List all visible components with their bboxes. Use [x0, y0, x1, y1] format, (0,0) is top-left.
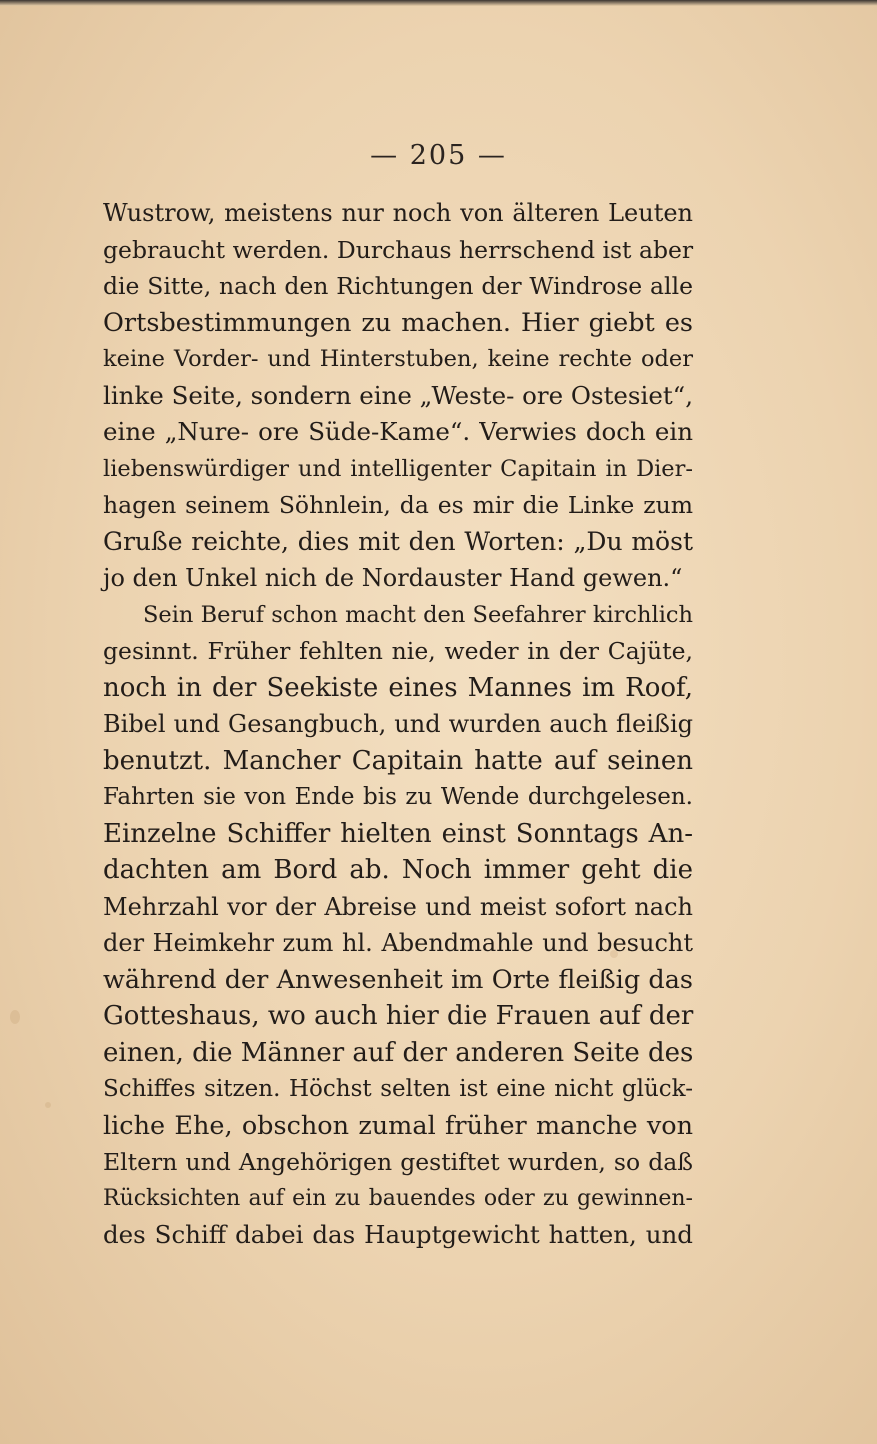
text-line: Gruße reichte, dies mit den Worten: „Du möst — [103, 526, 693, 556]
text-line: eine „Nure- ore Süde-Kame“. Verwies doch ein — [103, 417, 693, 446]
text-line: noch in der Seekiste eines Mannes im Roof, — [103, 672, 693, 703]
text-line: gebraucht werden. Durchaus herrschend ist aber — [103, 235, 694, 264]
text-line: des Schiff dabei das Hauptgewicht hatten, und — [103, 1220, 693, 1249]
text-line: der Heimkehr zum hl. Abendmahle und besucht — [103, 929, 693, 957]
text-line: jo den Unkel nich de Nordauster Hand gewen.“ — [103, 564, 683, 592]
text-line: die Sitte, nach den Richtungen der Windrose alle — [103, 272, 693, 300]
text-line: Gotteshaus, wo auch hier die Frauen auf der — [103, 1001, 694, 1031]
text-line: Schiffes sitzen. Höchst selten ist eine nicht glück- — [103, 1076, 693, 1102]
text-line: linke Seite, sondern eine „Weste- ore Ostesiet“, — [103, 380, 693, 410]
page-top-edge — [0, 0, 877, 6]
body-text — [103, 195, 693, 1254]
text-line: keine Vorder- und Hinterstuben, keine rechte oder — [103, 346, 693, 372]
text-line: Ortsbestimmungen zu machen. Hier giebt es — [103, 307, 693, 338]
text-line: Einzelne Schiffer hielten einst Sonntags An- — [103, 818, 693, 849]
paper-stain — [45, 1102, 51, 1108]
text-line: Rücksichten auf ein zu bauendes oder zu gewinnen- — [103, 1185, 693, 1211]
paper-stain — [10, 1010, 20, 1024]
text-line: Mehrzahl vor der Abreise und meist sofort nach — [103, 892, 693, 921]
text-line: einen, die Männer auf der anderen Seite des — [103, 1037, 694, 1068]
text-line: Fahrten sie von Ende bis zu Wende durchgelesen. — [103, 784, 693, 810]
text-line: benutzt. Mancher Capitain hatte auf seinen — [103, 745, 693, 776]
text-line: Sein Beruf schon macht den Seefahrer kirchlich — [143, 601, 693, 628]
page-number: — 205 — — [370, 140, 507, 171]
text-line: hagen seinem Söhnlein, da es mir die Linke zum — [103, 491, 693, 519]
text-line: liche Ehe, obschon zumal früher manche von — [103, 1110, 693, 1141]
text-line: Wustrow, meistens nur noch von älteren Leuten — [103, 199, 693, 227]
text-line: Bibel und Gesangbuch, und wurden auch fleißig — [103, 710, 693, 738]
text-line: dachten am Bord ab. Noch immer geht die — [103, 855, 693, 885]
text-line: während der Anwesenheit im Orte fleißig das — [103, 964, 693, 995]
text-line: liebenswürdiger und intelligenter Capitain in Dier- — [103, 455, 693, 482]
text-line: gesinnt. Früher fehlten nie, weder in der Cajüte, — [103, 637, 693, 665]
text-line: Eltern und Angehörigen gestiftet wurden, so daß — [103, 1148, 693, 1176]
